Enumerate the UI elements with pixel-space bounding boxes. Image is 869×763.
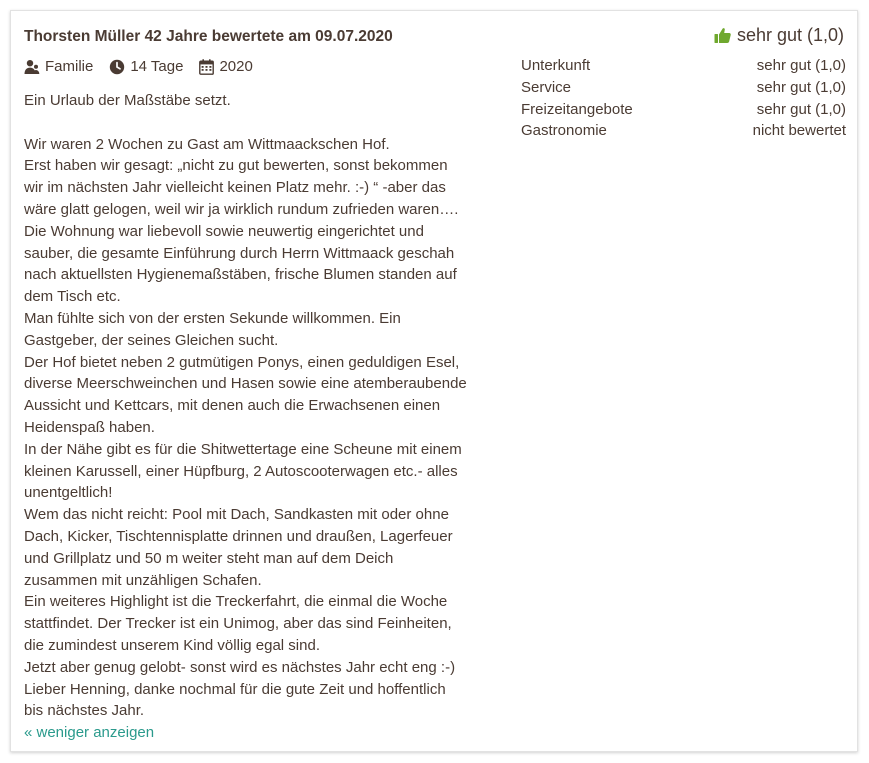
rating-label: Unterkunft <box>521 57 591 74</box>
review-line: und Grillplatz und 50 m weiter steht man auf dem Deich <box>24 549 394 567</box>
thumbs-up-icon <box>714 27 731 44</box>
review-line: Erst haben wir gesagt: „nicht zu gut bewerten, sonst bekommen <box>24 157 448 175</box>
review-line: Dach, Kicker, Tischtennisplatte drinnen und draußen, Lagerfeuer <box>24 527 453 545</box>
review-card <box>10 10 858 752</box>
rating-value: sehr gut (1,0) <box>756 100 846 118</box>
rating-label: Gastronomie <box>521 122 607 140</box>
rating-label: Freizeitangebote <box>521 100 633 118</box>
review-line: stattfindet. Der Trecker ist ein Unimog, aber das sind Feinheiten, <box>24 615 452 633</box>
travel-type-label: Familie <box>45 58 94 75</box>
travel-year-label: 2020 <box>219 58 253 75</box>
rating-value: sehr gut (1,0) <box>756 78 846 96</box>
review-line: Man fühlte sich von der ersten Sekunde willkommen. Ein <box>24 309 401 327</box>
travel-year <box>199 58 252 75</box>
rating-value: sehr gut (1,0) <box>756 57 846 74</box>
review-line: diverse Meerschweinchen und Hasen sowie eine atemberaubende <box>24 375 467 393</box>
review-line: Lieber Henning, danke nochmal für die gute Zeit und hoffentlich <box>24 680 446 698</box>
overall-rating <box>714 25 844 46</box>
review-line: Wem das nicht reicht: Pool mit Dach, Sandkasten mit oder ohne <box>24 506 449 524</box>
review-line: bis nächstes Jahr. <box>24 702 145 720</box>
category-ratings <box>521 55 846 142</box>
calendar-icon <box>199 59 214 75</box>
travel-duration <box>109 58 183 75</box>
travel-duration-label: 14 Tage <box>130 58 184 75</box>
family-icon <box>24 59 40 75</box>
review-title: Thorsten Müller 42 Jahre bewertete am 09.07.2020 <box>24 28 393 45</box>
review-headline: Ein Urlaub der Maßstäbe setzt. <box>24 92 231 109</box>
rating-value: nicht bewertet <box>752 122 846 140</box>
review-line: Ein weiteres Highlight ist die Treckerfahrt, die einmal die Woche <box>24 593 448 611</box>
review-line: wir im nächsten Jahr vielleicht keinen Platz mehr. :-) “ -aber das <box>24 179 446 197</box>
rating-row-leisure <box>521 99 846 121</box>
rating-row-accommodation <box>521 55 846 77</box>
review-line: Heidenspaß haben. <box>24 418 155 436</box>
review-line: Der Hof bietet neben 2 gutmütigen Ponys, einen geduldigen Esel, <box>24 353 460 371</box>
review-line: unentgeltlich! <box>24 484 113 502</box>
review-line: In der Nähe gibt es für die Shitwettertage eine Scheune mit einem <box>24 440 462 458</box>
review-line <box>24 112 494 134</box>
rating-row-service <box>521 77 846 99</box>
review-line: zusammen mit unzähligen Schafen. <box>24 571 262 589</box>
review-line: dem Tisch etc. <box>24 288 121 306</box>
show-less-link[interactable]: « weniger anzeigen <box>24 724 155 742</box>
review-line: sauber, die gesamte Einführung durch Herrn Wittmaack geschah <box>24 244 455 262</box>
review-body <box>24 112 494 722</box>
clock-icon <box>109 59 125 75</box>
travel-type <box>24 58 93 75</box>
review-line: Die Wohnung war liebevoll sowie neuwertig eingerichtet und <box>24 222 424 240</box>
review-line: Gastgeber, der seines Gleichen sucht. <box>24 331 279 349</box>
review-line: wäre glatt gelogen, weil wir ja wirklich rundum zufrieden waren…. <box>24 200 459 218</box>
review-line: Jetzt aber genug gelobt- sonst wird es nächstes Jahr echt eng :-) <box>24 658 456 676</box>
review-meta <box>24 58 269 75</box>
review-line: Aussicht und Kettcars, mit denen auch die Erwachsenen einen <box>24 397 441 415</box>
overall-rating-value: sehr gut (1,0) <box>736 25 844 45</box>
review-line: Wir waren 2 Wochen zu Gast am Wittmaackschen Hof. <box>24 135 390 153</box>
review-text <box>24 90 494 744</box>
rating-label: Service <box>521 78 572 96</box>
review-line: nach aktuellsten Hygienemaßstäben, frische Blumen standen auf <box>24 266 457 284</box>
rating-row-gastronomy <box>521 120 846 142</box>
review-line: die zumindest unserem Kind völlig egal sind. <box>24 636 320 654</box>
review-line: kleinen Karussell, einer Hüpfburg, 2 Autoscooterwagen etc.- alles <box>24 462 458 480</box>
